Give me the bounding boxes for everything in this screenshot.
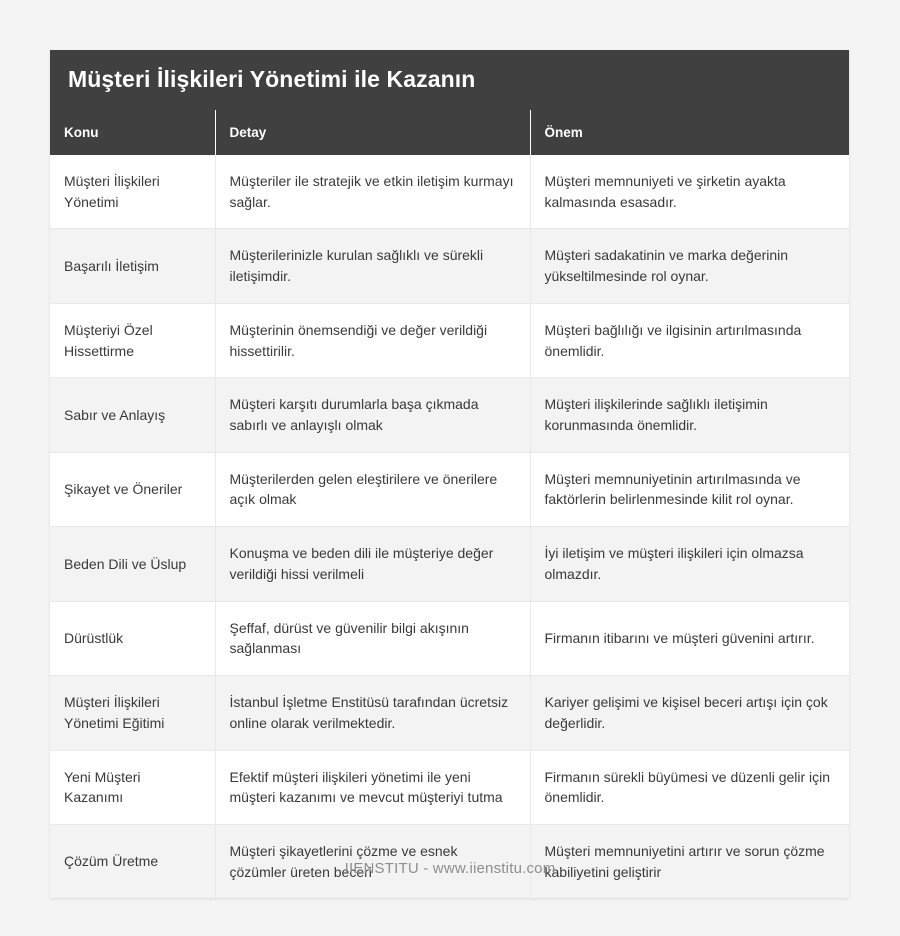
cell-konu: Müşteri İlişkileri Yönetimi bbox=[50, 155, 215, 229]
table-row bbox=[50, 303, 849, 377]
cell-konu: Müşteriyi Özel Hissettirme bbox=[50, 303, 215, 377]
cell-onem: Firmanın itibarını ve müşteri güvenini artırır. bbox=[530, 601, 849, 675]
cell-detay: Müşterilerinizle kurulan sağlıklı ve sürekli iletişimdir. bbox=[215, 229, 530, 303]
cell-konu: Yeni Müşteri Kazanımı bbox=[50, 750, 215, 824]
cell-konu: Dürüstlük bbox=[50, 601, 215, 675]
table-row bbox=[50, 155, 849, 229]
cell-detay: Müşterilerden gelen eleştirilere ve önerilere açık olmak bbox=[215, 452, 530, 526]
cell-onem: Müşteri sadakatinin ve marka değerinin yükseltilmesinde rol oynar. bbox=[530, 229, 849, 303]
cell-onem: İyi iletişim ve müşteri ilişkileri için olmazsa olmazdır. bbox=[530, 527, 849, 601]
cell-onem: Müşteri memnuniyeti ve şirketin ayakta kalmasında esasadır. bbox=[530, 155, 849, 229]
cell-konu: Başarılı İletişim bbox=[50, 229, 215, 303]
cell-onem: Müşteri ilişkilerinde sağlıklı iletişimin korunmasında önemlidir. bbox=[530, 378, 849, 452]
crm-table bbox=[50, 110, 849, 898]
cell-onem: Kariyer gelişimi ve kişisel beceri artışı için çok değerlidir. bbox=[530, 676, 849, 750]
table-row bbox=[50, 527, 849, 601]
column-header-onem: Önem bbox=[530, 110, 849, 155]
cell-konu: Sabır ve Anlayış bbox=[50, 378, 215, 452]
footer-attribution: IIENSTITU - www.iienstitu.com bbox=[344, 860, 556, 877]
page-title: Müşteri İlişkileri Yönetimi ile Kazanın bbox=[68, 66, 476, 93]
cell-konu: Çözüm Üretme bbox=[50, 824, 215, 898]
cell-konu: Şikayet ve Öneriler bbox=[50, 452, 215, 526]
column-header-konu: Konu bbox=[50, 110, 215, 155]
column-header-detay: Detay bbox=[215, 110, 530, 155]
cell-detay: Müşteri karşıtı durumlarla başa çıkmada sabırlı ve anlayışlı olmak bbox=[215, 378, 530, 452]
cell-detay: Efektif müşteri ilişkileri yönetimi ile yeni müşteri kazanımı ve mevcut müşteriyi tutma bbox=[215, 750, 530, 824]
cell-onem: Müşteri memnuniyetinin artırılmasında ve faktörlerin belirlenmesinde kilit rol oynar. bbox=[530, 452, 849, 526]
cell-detay: Konuşma ve beden dili ile müşteriye değer verildiği hissi verilmeli bbox=[215, 527, 530, 601]
table-row bbox=[50, 601, 849, 675]
cell-detay: Şeffaf, dürüst ve güvenilir bilgi akışının sağlanması bbox=[215, 601, 530, 675]
table-row bbox=[50, 676, 849, 750]
infographic-card bbox=[50, 50, 849, 898]
table-row bbox=[50, 750, 849, 824]
cell-onem: Müşteri memnuniyetini artırır ve sorun çözme kabiliyetini geliştirir bbox=[530, 824, 849, 898]
cell-konu: Müşteri İlişkileri Yönetimi Eğitimi bbox=[50, 676, 215, 750]
cell-detay: İstanbul İşletme Enstitüsü tarafından ücretsiz online olarak verilmektedir. bbox=[215, 676, 530, 750]
cell-onem: Müşteri bağlılığı ve ilgisinin artırılmasında önemlidir. bbox=[530, 303, 849, 377]
table-header-row bbox=[50, 110, 849, 155]
cell-konu: Beden Dili ve Üslup bbox=[50, 527, 215, 601]
table-row bbox=[50, 229, 849, 303]
title-bar bbox=[50, 50, 849, 110]
table-row bbox=[50, 378, 849, 452]
table-header bbox=[50, 110, 849, 155]
cell-detay: Müşterinin önemsendiği ve değer verildiği hissettirilir. bbox=[215, 303, 530, 377]
cell-onem: Firmanın sürekli büyümesi ve düzenli gelir için önemlidir. bbox=[530, 750, 849, 824]
table-row bbox=[50, 452, 849, 526]
table-body bbox=[50, 155, 849, 898]
cell-detay: Müşteri şikayetlerini çözme ve esnek çözümler üreten beceri bbox=[215, 824, 530, 898]
cell-detay: Müşteriler ile stratejik ve etkin iletişim kurmayı sağlar. bbox=[215, 155, 530, 229]
